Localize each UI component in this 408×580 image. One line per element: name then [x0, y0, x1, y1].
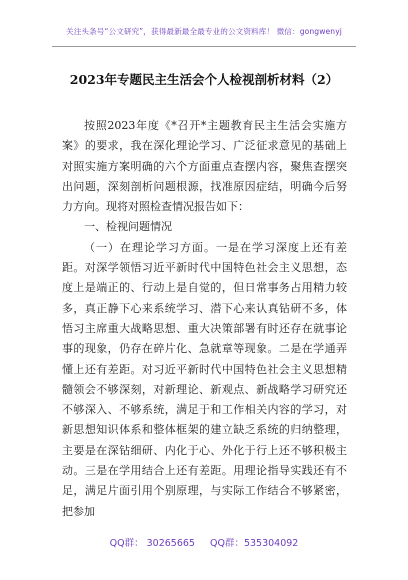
footer-qq-group-2: QQ群：535304092 — [210, 538, 299, 549]
document-title: 2023年专题民主生活会个人检视剖析材料（2） — [69, 72, 339, 87]
footer-qq-group-1: QQ群： 30265665 — [109, 538, 195, 549]
header-divider — [52, 46, 356, 47]
document-body — [62, 116, 347, 522]
section-heading: 一、检视问题情况 — [84, 220, 172, 234]
intro-paragraph: 按照2023年度《*召开*主题教育民主生活会实施方案》的要求，我在深化理论学习、广泛征求意见的基础上对照实施方案明确的六个方面重点查摆内容，聚焦查摆突出问题，深刻剖析问题根源，找准原因症结，明确今后努力方向。现将对照检查情况报告如下： — [62, 119, 347, 214]
body-paragraph: （一）在理论学习方面。一是在学习深度上还有差距。对深学领悟习近平新时代中国特色社会主义思想，态度上是端正的、行动上是自觉的，但日常事务占用精力较多，真正静下心来系统学习、潜下心来认真钻研不多，体悟习主席重大战略思想、重大决策部署有时还存在就事论事的现象，仍存在碎片化、急就章等现象。二是在学通弄懂上还有差距。对习近平新时代中国特色社会主义思想精髓领会不够深刻，对新理论、新观点、新战略学习研究还不够深入、不够系统，满足于和工作相关内容的学习，对新思想知识体系和整体框架的建立缺乏系统的归纳整理，主要是在深钻细研、内化于心、外化于行上还不够积极主动。三是在学用结合上还有差距。用理论指导实践还有不足，满足片面引用个别原理，与实际工作结合不够紧密，把参加 — [62, 240, 347, 518]
header-banner: 关注头条号“公文研究”，获得最新最全最专业的公文资料库！ 微信：gongwenyj — [66, 27, 342, 36]
footer-contacts — [0, 535, 408, 549]
